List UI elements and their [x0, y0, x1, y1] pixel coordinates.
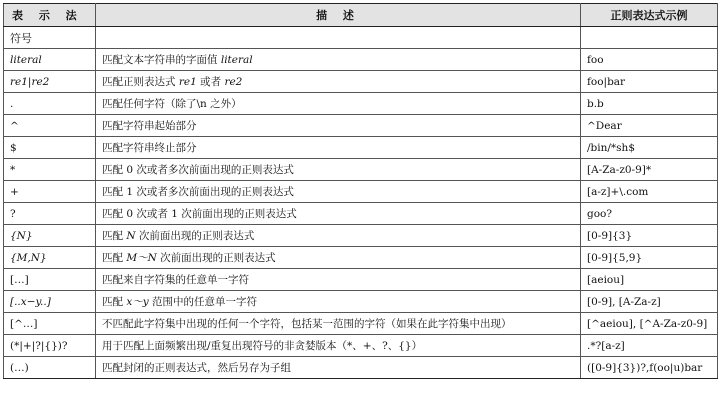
table-row [4, 291, 718, 313]
example-cell: foo|bar [581, 71, 718, 93]
description-cell: 匹配 M～N 次前面出现的正则表达式 [96, 247, 581, 269]
table-row [4, 181, 718, 203]
example-cell: /bin/*sh$ [581, 137, 718, 159]
table-header-row [4, 4, 718, 27]
symbol-cell: ? [4, 203, 96, 225]
description-cell: 匹配 0 次或者 1 次前面出现的正则表达式 [96, 203, 581, 225]
table-row [4, 225, 718, 247]
section-label: 符号 [4, 27, 96, 49]
description-cell: 匹配字符串起始部分 [96, 115, 581, 137]
symbol-cell: [^…] [4, 313, 96, 335]
symbol-cell: $ [4, 137, 96, 159]
symbol-cell: * [4, 159, 96, 181]
example-cell: ^Dear [581, 115, 718, 137]
description-cell: 匹配 1 次或者多次前面出现的正则表达式 [96, 181, 581, 203]
symbol-cell: (…) [4, 357, 96, 379]
description-cell: 用于匹配上面频繁出现/重复出现符号的非贪婪版本（*、+、?、{}） [96, 335, 581, 357]
table-row [4, 247, 718, 269]
header-example: 正则表达式示例 [581, 4, 718, 27]
table-row [4, 71, 718, 93]
symbol-cell: literal [4, 49, 96, 71]
description-cell: 匹配正则表达式 re1 或者 re2 [96, 71, 581, 93]
table-row [4, 357, 718, 379]
symbol-cell: {M,N} [4, 247, 96, 269]
example-cell: [a-z]+\.com [581, 181, 718, 203]
symbol-cell: (*|+|?|{})? [4, 335, 96, 357]
example-cell: .*?[a-z] [581, 335, 718, 357]
table-row [4, 313, 718, 335]
section-empty-cell [581, 27, 718, 49]
symbol-cell: {N} [4, 225, 96, 247]
table-row [4, 159, 718, 181]
example-cell: [aeiou] [581, 269, 718, 291]
example-cell: [0-9], [A-Za-z] [581, 291, 718, 313]
symbol-cell: [..x−y..] [4, 291, 96, 313]
description-cell: 匹配 0 次或者多次前面出现的正则表达式 [96, 159, 581, 181]
table-row [4, 115, 718, 137]
description-cell: 匹配 N 次前面出现的正则表达式 [96, 225, 581, 247]
symbol-cell: […] [4, 269, 96, 291]
table-row [4, 269, 718, 291]
symbol-cell: ^ [4, 115, 96, 137]
description-cell: 匹配字符串终止部分 [96, 137, 581, 159]
table-row [4, 335, 718, 357]
regex-table [3, 3, 718, 379]
table-row [4, 93, 718, 115]
example-cell: [0-9]{5,9} [581, 247, 718, 269]
header-description: 描 述 [96, 4, 581, 27]
symbol-cell: + [4, 181, 96, 203]
example-cell: b.b [581, 93, 718, 115]
symbol-cell: re1|re2 [4, 71, 96, 93]
section-row [4, 27, 718, 49]
example-cell: ([0-9]{3})?,f(oo|u)bar [581, 357, 718, 379]
description-cell: 匹配任何字符（除了\n 之外） [96, 93, 581, 115]
example-cell: [0-9]{3} [581, 225, 718, 247]
description-cell: 匹配文本字符串的字面值 literal [96, 49, 581, 71]
example-cell: [A-Za-z0-9]* [581, 159, 718, 181]
table-row [4, 203, 718, 225]
example-cell: goo? [581, 203, 718, 225]
table-row [4, 137, 718, 159]
table-row [4, 49, 718, 71]
description-cell: 匹配来自字符集的任意单一字符 [96, 269, 581, 291]
description-cell: 匹配 x～y 范围中的任意单一字符 [96, 291, 581, 313]
header-notation: 表 示 法 [4, 4, 96, 27]
example-cell: foo [581, 49, 718, 71]
section-empty-cell [96, 27, 581, 49]
example-cell: [^aeiou], [^A-Za-z0-9] [581, 313, 718, 335]
description-cell: 匹配封闭的正则表达式，然后另存为子组 [96, 357, 581, 379]
symbol-cell: . [4, 93, 96, 115]
description-cell: 不匹配此字符集中出现的任何一个字符，包括某一范围的字符（如果在此字符集中出现） [96, 313, 581, 335]
